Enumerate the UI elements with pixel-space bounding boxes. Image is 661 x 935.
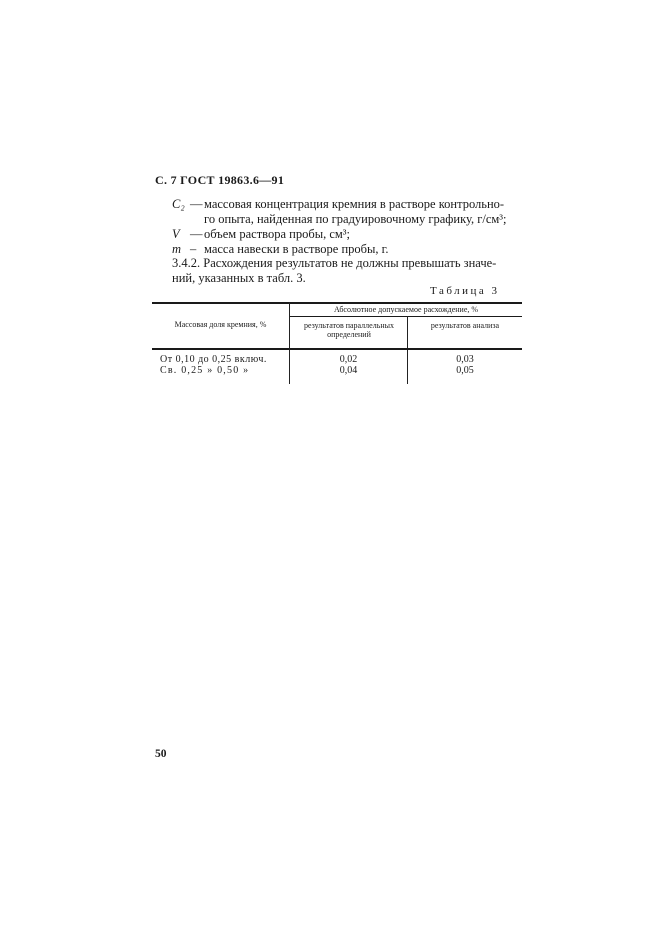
table-caption: Таблица 3 (430, 285, 500, 297)
definition-symbol: V (172, 227, 180, 241)
table-top-rule (152, 302, 522, 304)
page-header: С. 7 ГОСТ 19863.6—91 (155, 173, 285, 187)
column-divider (407, 316, 408, 348)
col-header-parallel: результатов параллельных определений (303, 321, 394, 339)
col-header-silicon-fraction: Массовая доля кремния, % (174, 320, 267, 329)
table-row-2-range: Св. 0,25 » 0,50 » (160, 365, 250, 376)
definition-dash: — (190, 197, 203, 211)
table-row-2-parallel: 0,04 (339, 365, 358, 376)
definitions-list (172, 197, 532, 257)
definition-symbol: m (172, 242, 182, 256)
definition-dash: — (190, 227, 203, 241)
col-header-analysis: результатов анализа (430, 321, 500, 330)
col-group-header: Абсолютное допускаемое расхождение, % (333, 305, 479, 314)
table-row-1-analysis: 0,03 (456, 354, 474, 365)
header-bottom-rule (152, 348, 522, 350)
definition-symbol: C₂ (172, 197, 185, 211)
paragraph-line: ний, указанных в табл. 3. (172, 271, 306, 285)
definition-c2 (172, 197, 532, 212)
definition-m (172, 242, 532, 257)
paragraph-line: 3.4.2. Расхождения результатов не должны превышать значе- (172, 256, 497, 270)
table-row-1-range: От 0,10 до 0,25 включ. (160, 354, 267, 365)
page-number: 50 (155, 748, 167, 760)
definition-continuation: го опыта, найденная по градуировочному графику, г/см³; (204, 212, 507, 226)
table-row-2-analysis: 0,05 (456, 365, 474, 376)
paragraph-3-4-2 (172, 256, 522, 286)
table-3 (152, 302, 522, 384)
definition-text: массовая концентрация кремния в растворе контрольно- (204, 197, 505, 211)
group-header-rule (290, 316, 522, 317)
definition-dash: – (190, 242, 197, 256)
definition-v (172, 227, 532, 242)
table-row-1-parallel: 0,02 (339, 354, 358, 365)
definition-text: масса навески в растворе пробы, г. (204, 242, 389, 256)
definition-text: объем раствора пробы, см³; (204, 227, 351, 241)
